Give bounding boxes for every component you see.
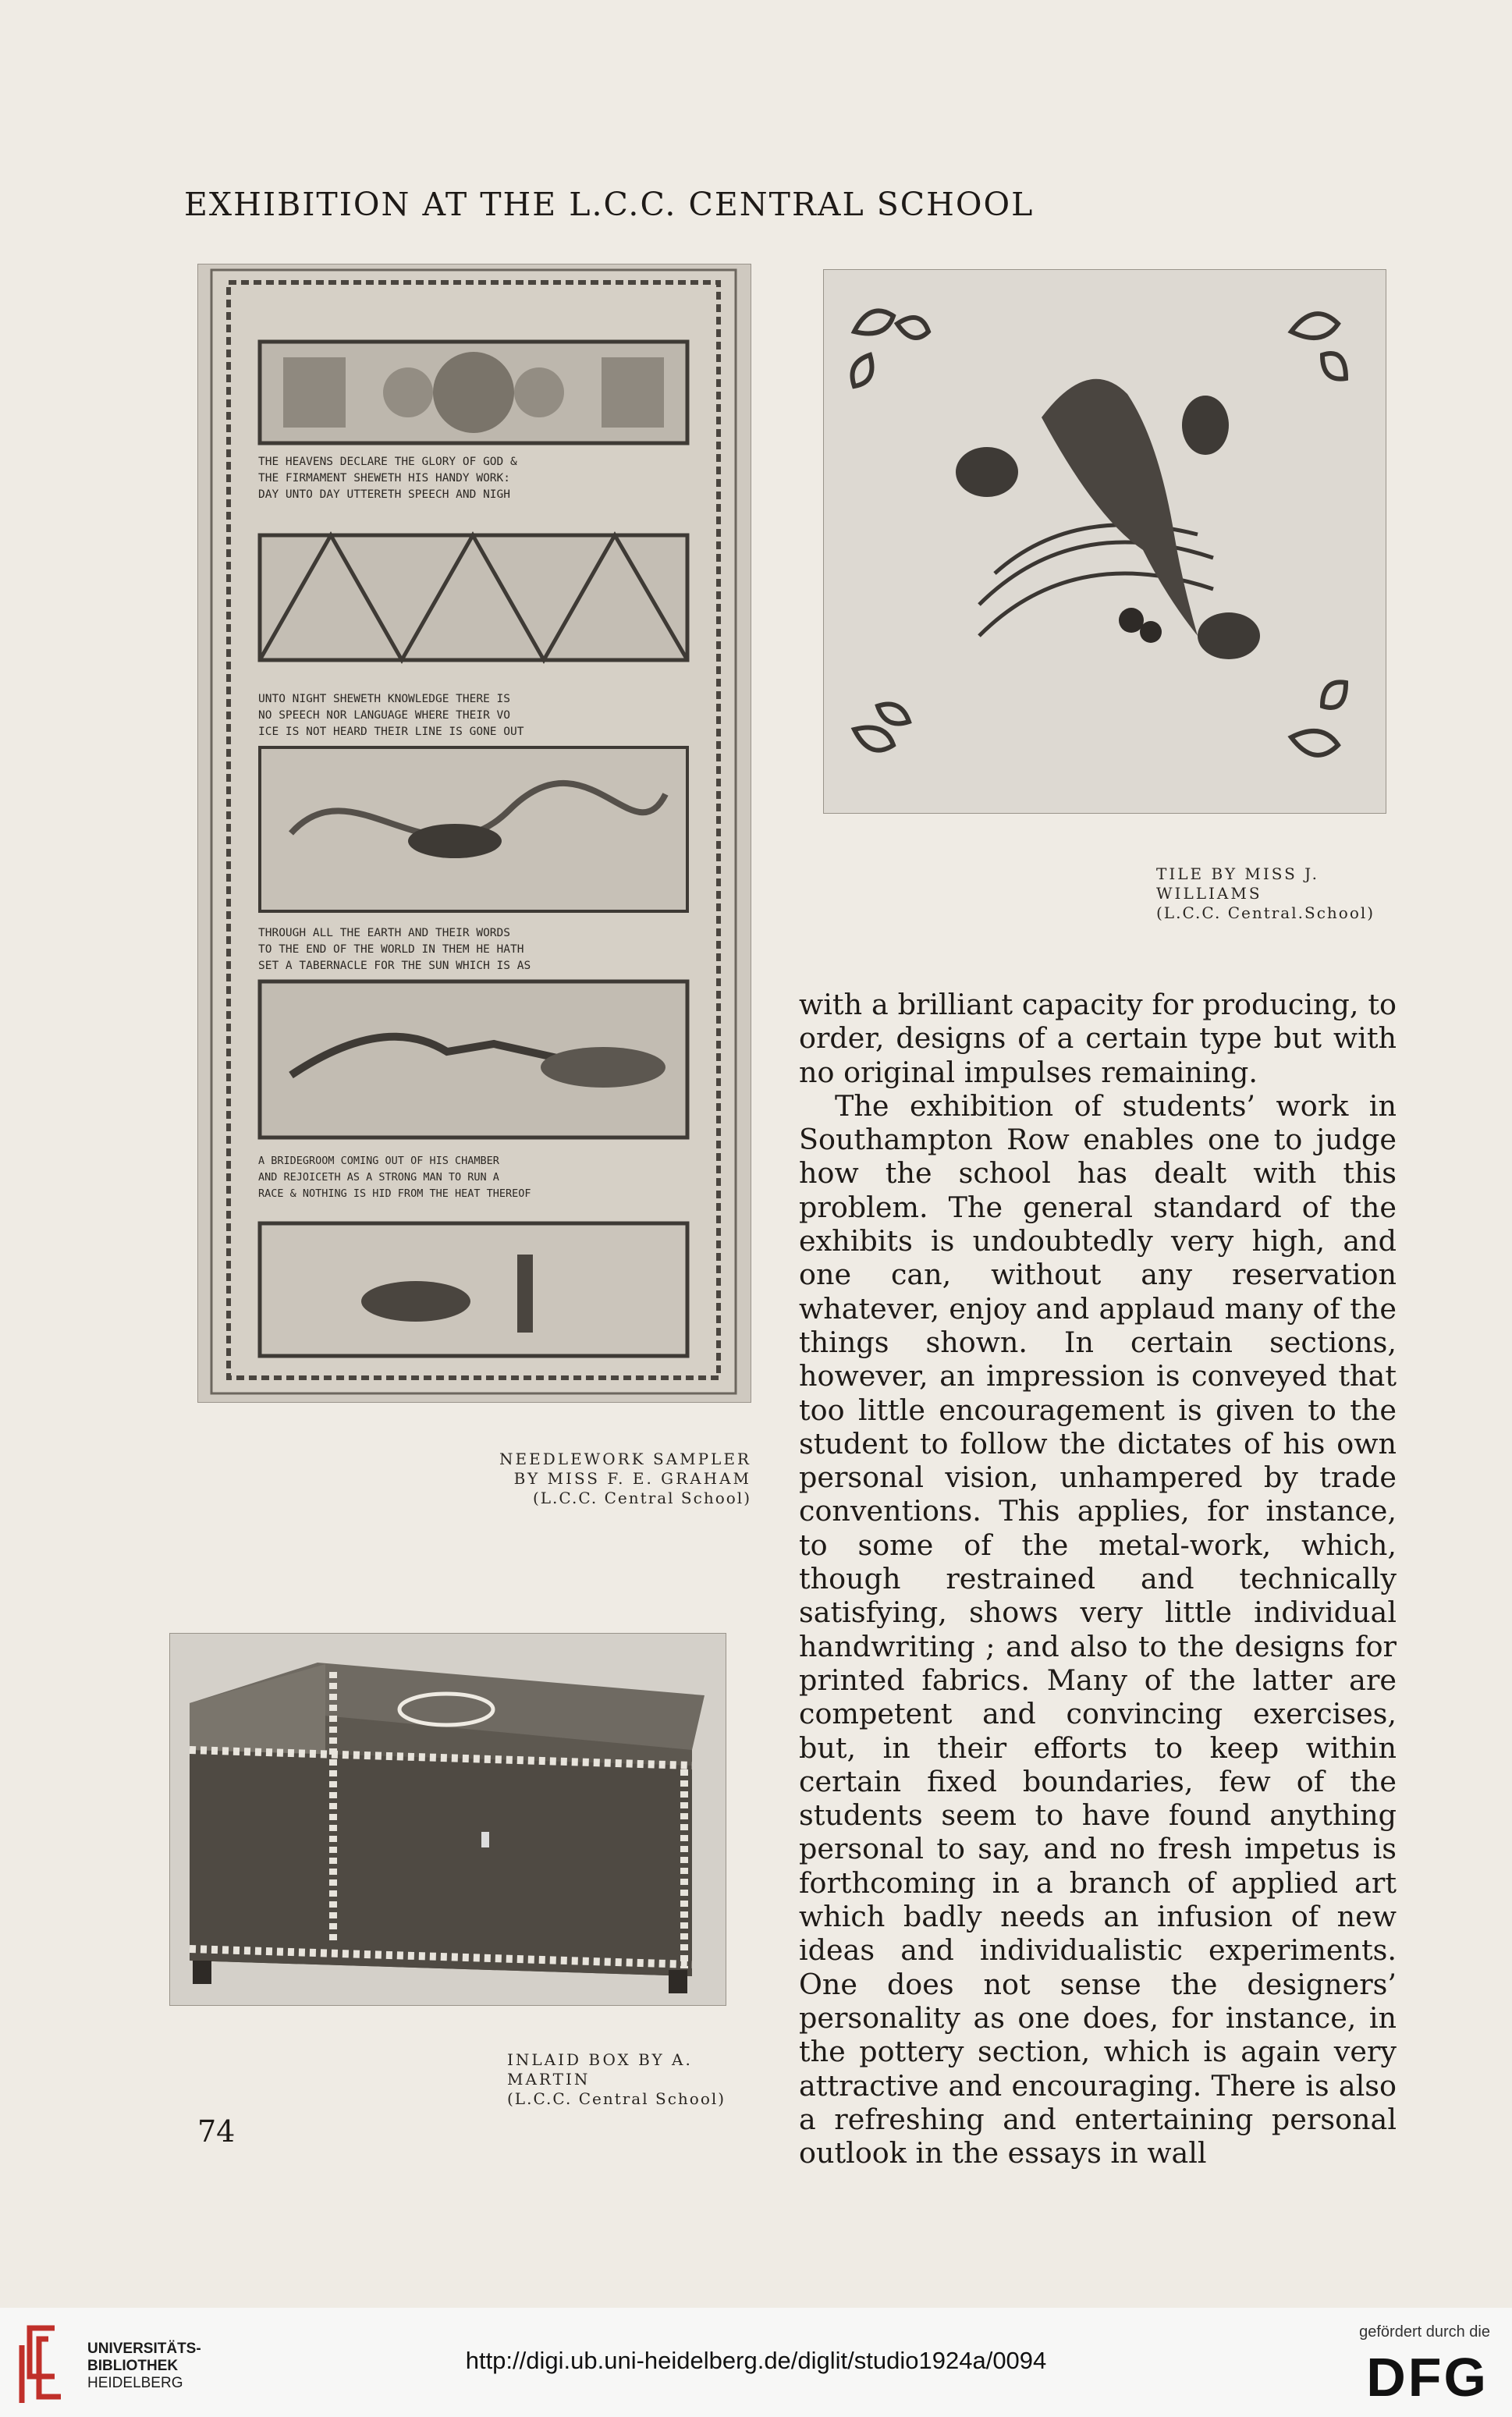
sampler-text-line: A BRIDEGROOM COMING OUT OF HIS CHAMBER — [258, 1155, 499, 1167]
caption-line: INLAID BOX BY A. — [507, 2050, 693, 2069]
caption-credit: (L.C.C. Central School) — [507, 2089, 726, 2108]
caption-line: WILLIAMS — [1156, 884, 1262, 903]
caption-credit: (L.C.C. Central School) — [532, 1489, 751, 1507]
permalink[interactable]: http://digi.ub.uni-heidelberg.de/diglit/studio1924a/0094 — [465, 2347, 1047, 2374]
caption-line: NEEDLEWORK SAMPLER — [499, 1450, 751, 1468]
article-body — [799, 988, 1397, 2170]
sampler-text-line: NO SPEECH NOR LANGUAGE WHERE THEIR VO — [258, 709, 511, 722]
tile-image — [823, 269, 1386, 814]
running-head: EXHIBITION AT THE L.C.C. CENTRAL SCHOOL — [184, 186, 1035, 223]
caption-line: BY MISS F. E. GRAHAM — [513, 1469, 751, 1488]
tile-caption — [1156, 864, 1390, 923]
page-number: 74 — [197, 2114, 236, 2149]
sampler-text-line: ICE IS NOT HEARD THEIR LINE IS GONE OUT — [258, 726, 524, 738]
box-caption — [507, 2050, 729, 2109]
library-name-line: UNIVERSITÄTS- — [87, 2341, 201, 2357]
caption-credit: (L.C.C. Central.School) — [1156, 903, 1375, 922]
sampler-text-line: TO THE END OF THE WORLD IN THEM HE HATH — [258, 943, 524, 956]
sampler-text-line: AND REJOICETH AS A STRONG MAN TO RUN A — [258, 1171, 499, 1184]
sampler-text-line: THE HEAVENS DECLARE THE GLORY OF GOD & — [258, 456, 517, 468]
digitization-footer — [0, 2308, 1512, 2417]
needlework-sampler-image — [197, 264, 751, 1403]
dfg-logo: DFG — [1366, 2347, 1489, 2408]
sampler-text-line: UNTO NIGHT SHEWETH KNOWLEDGE THERE IS — [258, 693, 511, 705]
sampler-text-line: SET A TABERNACLE FOR THE SUN WHICH IS AS — [258, 960, 531, 972]
paragraph: The exhibition of students’ work in Southampton Row enables one to judge how the school has dealt with this problem. The general standard of the exhibits is undoubtedly very high, and one can, without any reservation whatever, enjoy and applaud many of the things shown. In certain sections, however, an impression is conveyed that too little encouragement is given to the student to follow the dictates of his own personal vision, unhampered by trade conventions. This applies, for instance, to some of the metal-work, which, though restrained and technically satisfying, shows very little individual handwriting ; and also to the designs for printed fabrics. Many of the latter are competent and convincing exercises, but, in their efforts to keep within certain fixed boundaries, few of the students seem to have found anything personal to say, and no fresh impetus is forthcoming in a branch of applied art which badly needs an infusion of new ideas and individualistic experiments. One does not sense the designers’ personality as one does, for instance, in the pottery section, which is again very attractive and encouraging. There is also a refreshing and entertaining personal outlook in the essays in wall — [799, 1088, 1397, 2170]
sampler-text-line: THROUGH ALL THE EARTH AND THEIR WORDS — [258, 927, 511, 939]
caption-line: TILE BY MISS J. — [1156, 864, 1319, 883]
library-name-line: HEIDELBERG — [87, 2375, 183, 2391]
sampler-text-line: THE FIRMAMENT SHEWETH HIS HANDY WORK: — [258, 472, 511, 484]
paragraph: with a brilliant capacity for producing, to order, designs of a certain type but with no original impulses remaining. — [799, 988, 1397, 1089]
sampler-caption — [431, 1450, 751, 1508]
caption-line: MARTIN — [507, 2070, 591, 2089]
library-name-line: BIBLIOTHEK — [87, 2358, 179, 2374]
sampler-text-line: RACE & NOTHING IS HID FROM THE HEAT THEREOF — [258, 1187, 531, 1200]
funded-by-label: gefördert durch die — [1359, 2323, 1490, 2341]
inlaid-box-image — [169, 1633, 726, 2006]
sampler-text-line: DAY UNTO DAY UTTERETH SPEECH AND NIGH — [258, 488, 511, 501]
